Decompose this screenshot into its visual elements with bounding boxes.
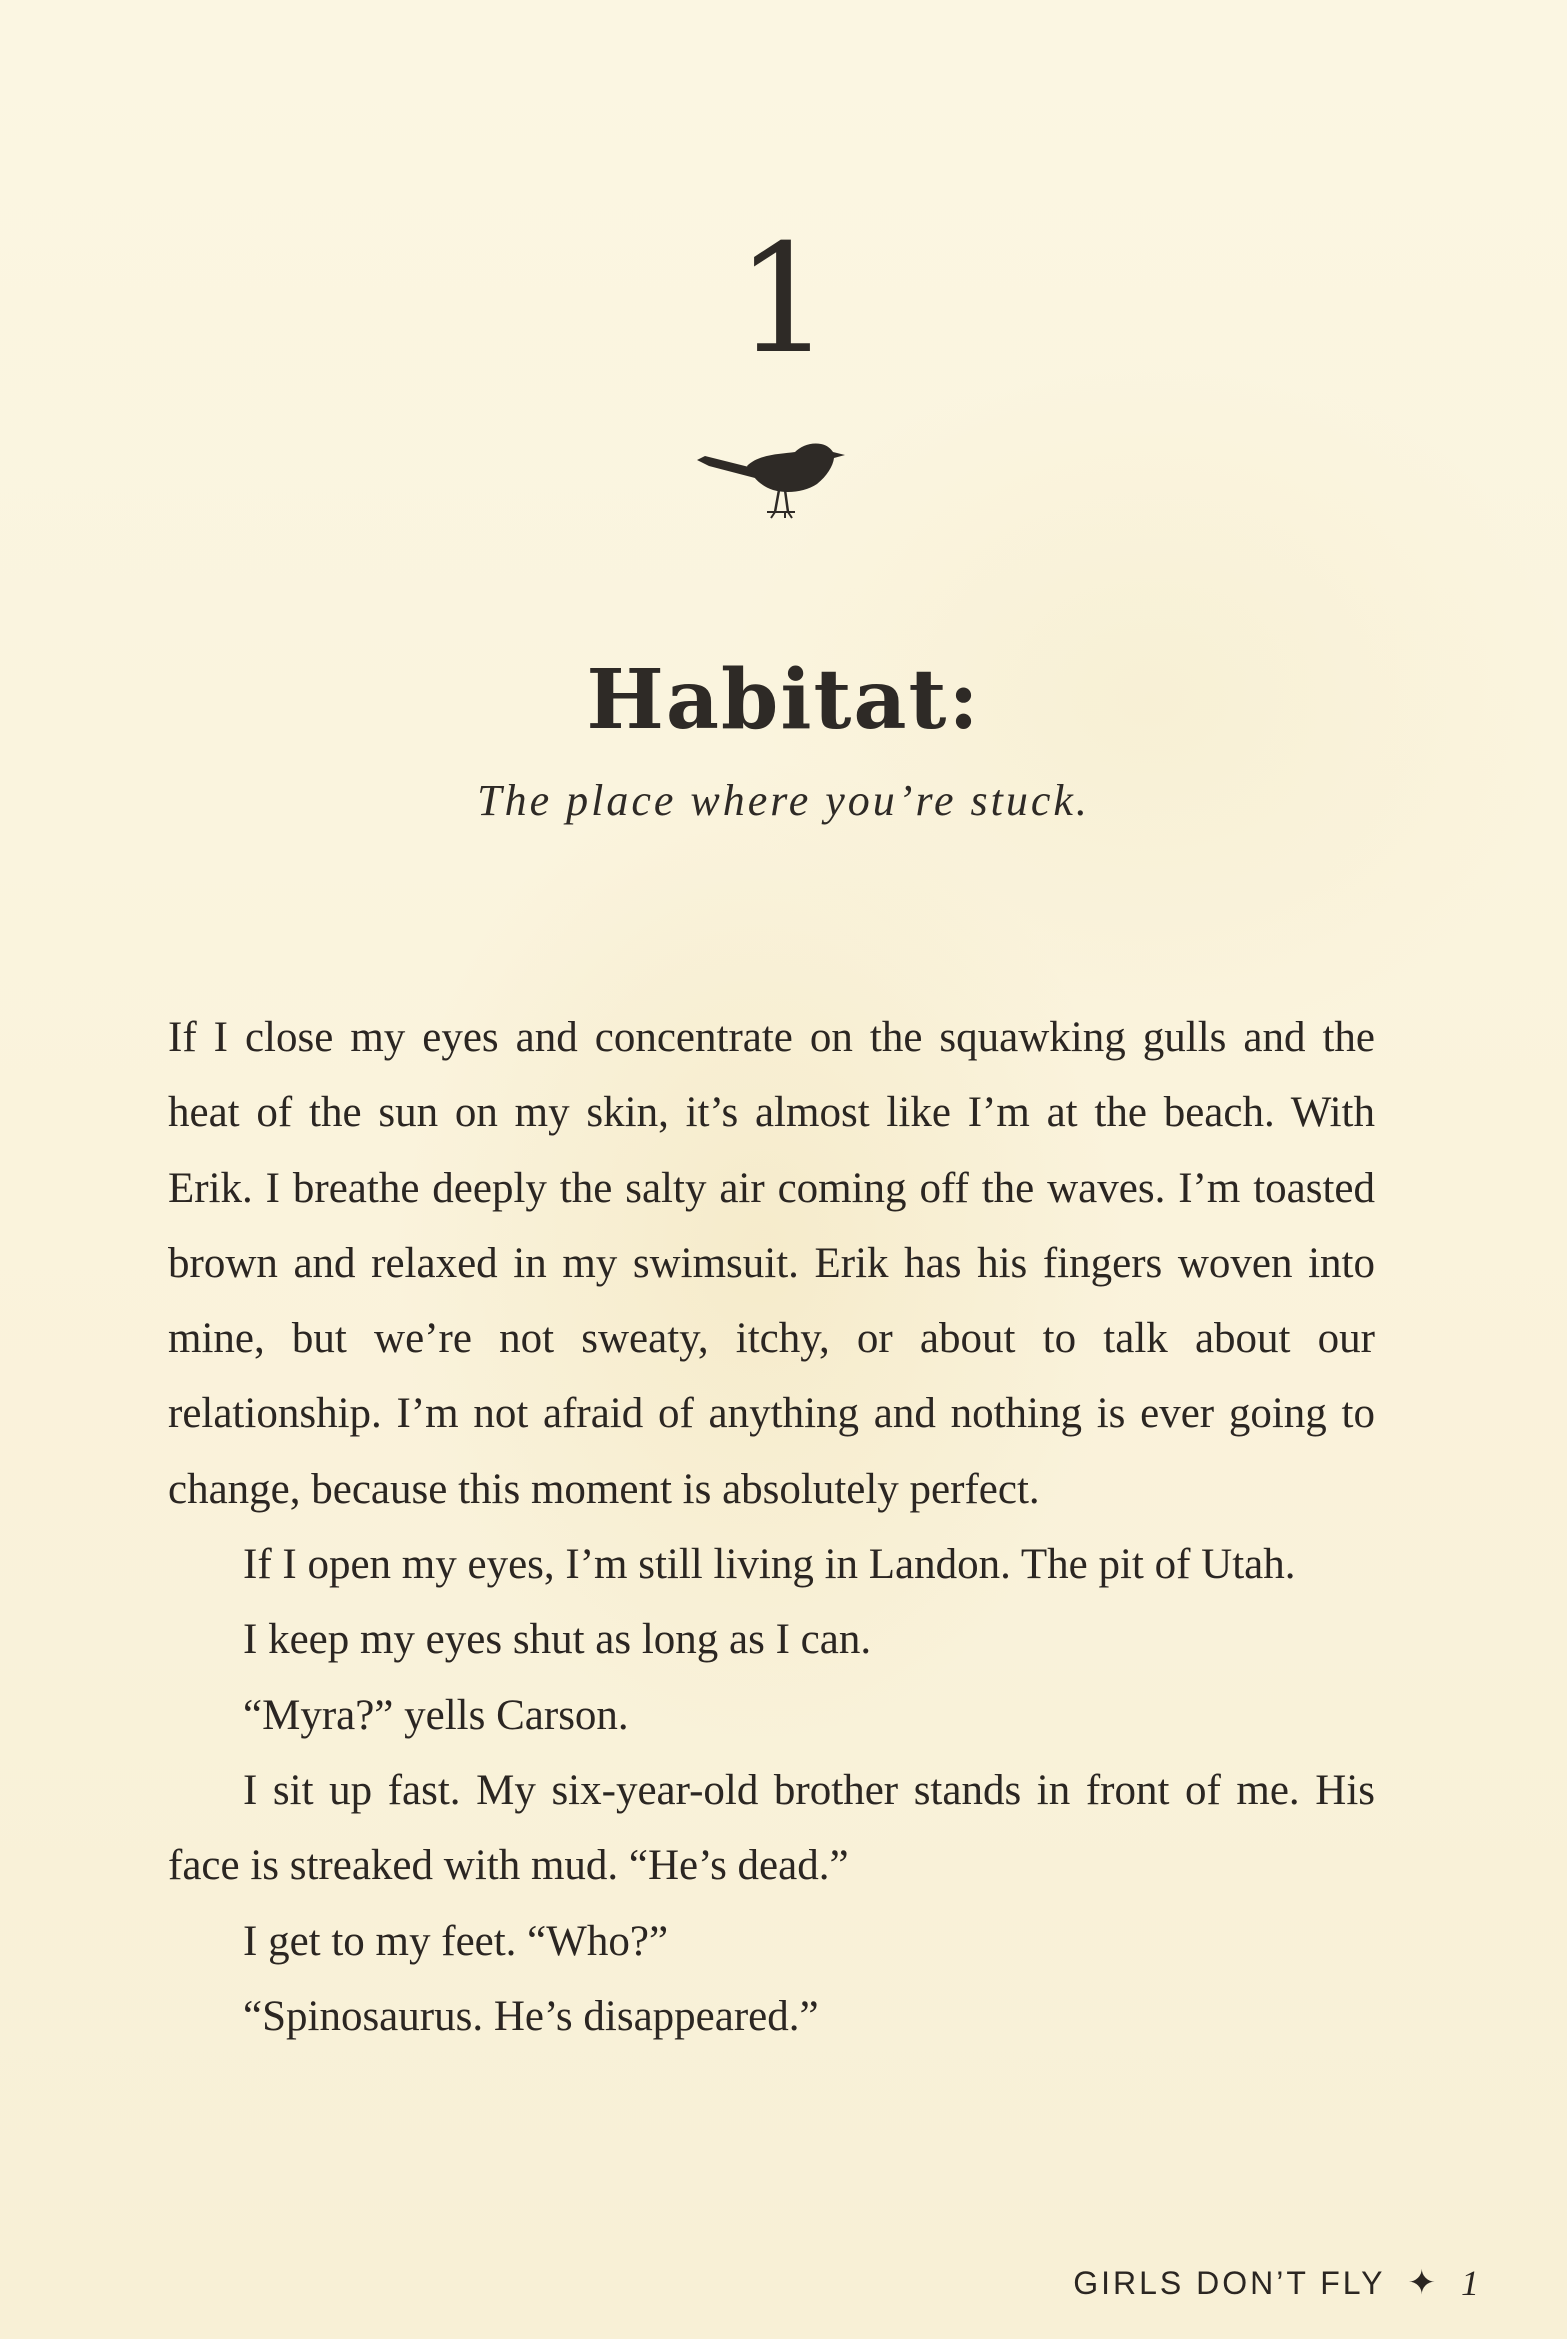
- paragraph: “Spinosaurus. He’s disappeared.”: [243, 1992, 819, 2040]
- chapter-title: Habitat:: [586, 652, 981, 748]
- chapter-body: [168, 1000, 1375, 2054]
- paragraph: I keep my eyes shut as long as I can.: [243, 1616, 872, 1664]
- bird-icon: [695, 432, 845, 524]
- chapter-subtitle: The place where you’re stuck.: [477, 776, 1090, 825]
- star-separator-icon: ✦: [1407, 2264, 1439, 2302]
- running-footer: [1073, 2262, 1479, 2304]
- paragraph: “Myra?” yells Carson.: [243, 1691, 629, 1739]
- paragraph: If I close my eyes and concentrate on the squawking gulls and the heat of the sun on my skin, it’s almost like I’m at the beach. With Erik. I breathe deeply the salty air coming off the waves. I’m toasted brown and relaxed in my swimsuit. Erik has his fingers woven into mine, but we’re not sweaty, itchy, or about to talk about our relationship. I’m not afraid of anything and nothing is ever going to change, because this moment is absolutely perfect.: [168, 1014, 1375, 1513]
- paragraph: I get to my feet. “Who?”: [243, 1917, 669, 1965]
- footer-book-title: GIRLS DON’T FLY: [1073, 2264, 1386, 2301]
- paragraph: If I open my eyes, I’m still living in Landon. The pit of Utah.: [243, 1541, 1296, 1589]
- chapter-number: 1: [735, 213, 832, 387]
- page-number: 1: [1461, 2263, 1479, 2303]
- paragraph: I sit up fast. My six-year-old brother stands in front of me. His face is streaked with mud. “He’s dead.”: [168, 1766, 1375, 1890]
